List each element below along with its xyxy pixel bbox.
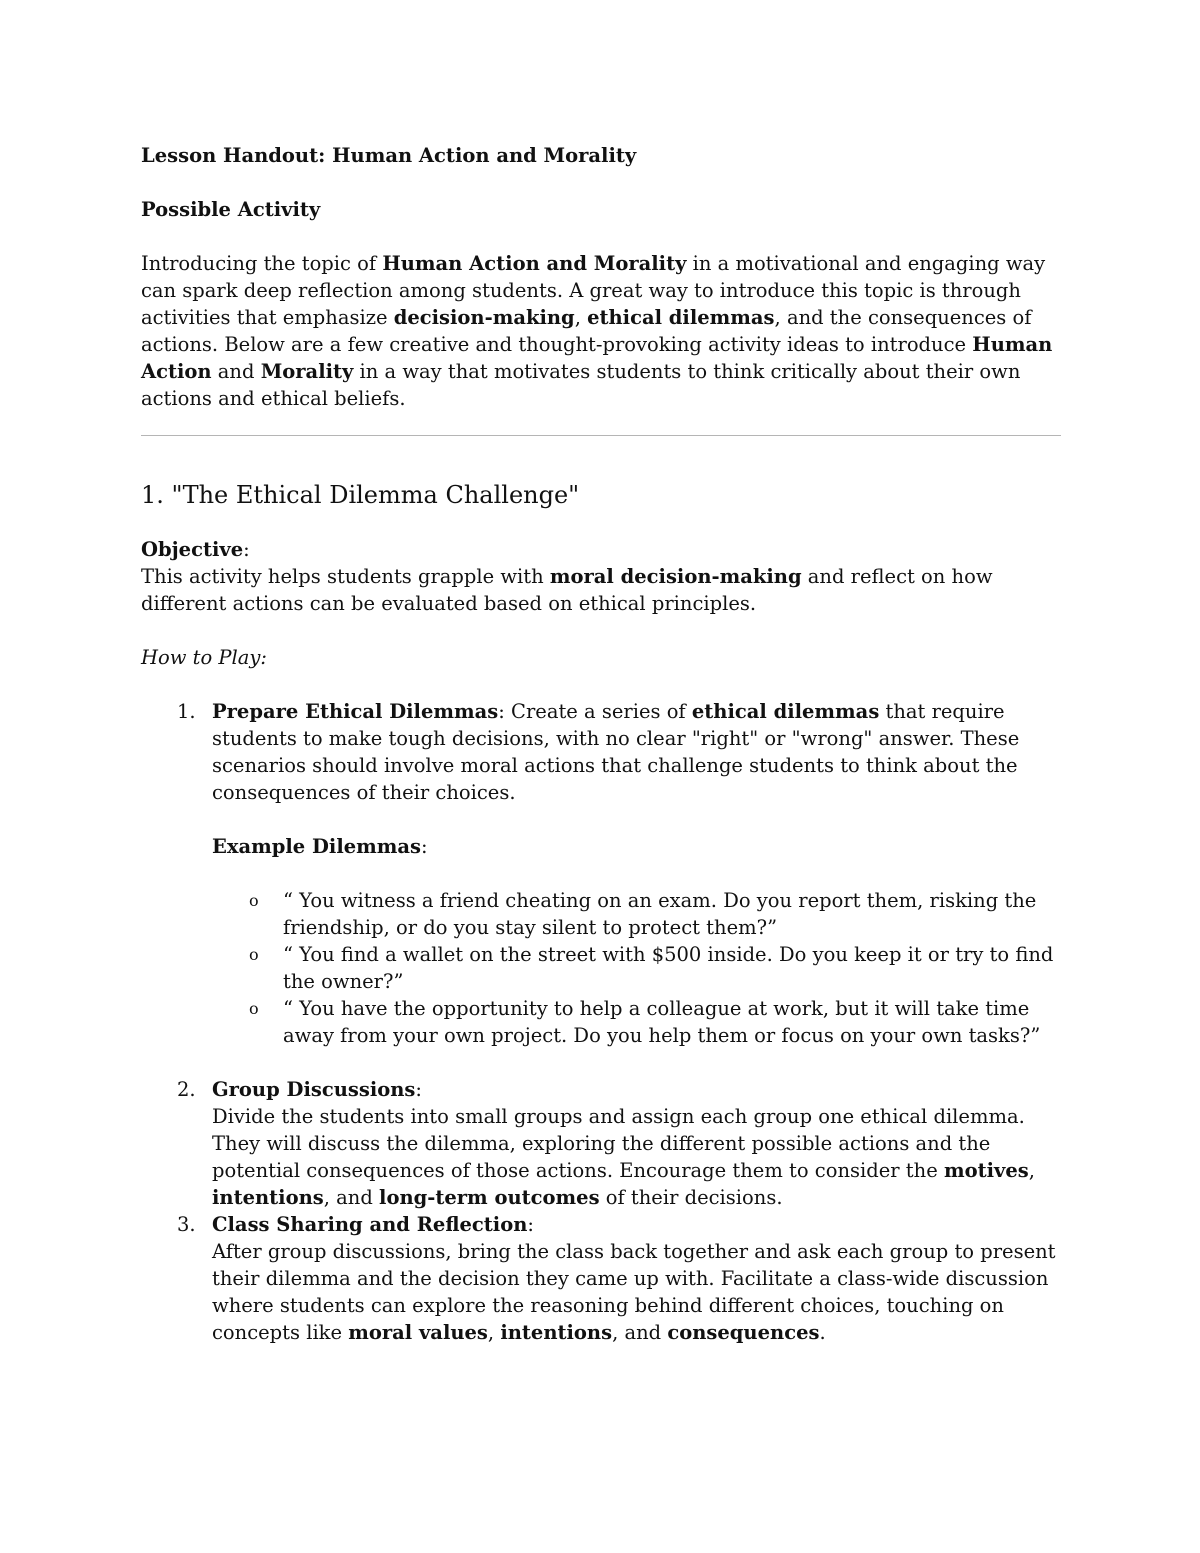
intro-text: Introducing the topic of xyxy=(141,252,383,275)
intro-bold-human-action: Human Action xyxy=(141,333,1053,383)
section-heading: 1. "The Ethical Dilemma Challenge" xyxy=(141,481,580,509)
step-heading xyxy=(212,1076,1061,1103)
step-bold-consequences: consequences xyxy=(667,1321,820,1344)
step-number: 1. xyxy=(177,700,196,723)
list-item xyxy=(212,887,1061,941)
step-bold-long-term-outcomes: long-term outcomes xyxy=(379,1186,600,1209)
example-dilemmas-label: Example Dilemmas xyxy=(212,835,422,858)
objective-heading xyxy=(141,536,1061,563)
intro-text: in a way that motivates students to think critically about their own actions and ethical beliefs. xyxy=(141,360,1021,410)
objective-text-part: This activity helps students grapple with xyxy=(141,565,550,588)
objective-block xyxy=(141,536,1061,617)
step-number: 3. xyxy=(177,1213,196,1236)
step-bold-intentions: intentions xyxy=(500,1321,613,1344)
intro-bold-decision-making: decision-making xyxy=(393,306,575,329)
objective-colon: : xyxy=(243,538,250,561)
step-text-part: , and xyxy=(323,1186,380,1209)
objective-bold-moral-decision-making: moral decision-making xyxy=(549,565,802,588)
step-label: Class Sharing and Reflection xyxy=(212,1213,528,1236)
step-text-part: After group discussions, bring the class back together and ask each group to present their dilemma and the decision they came up with. Facilitate a class-wide discussion where students can explore the reasoning behind different choices, touching on concepts like xyxy=(212,1240,1056,1344)
step-colon: : xyxy=(415,1078,422,1101)
document-title: Lesson Handout: Human Action and Morality xyxy=(141,144,637,167)
step-text-part: , and xyxy=(612,1321,668,1344)
step-bold-intentions: intentions xyxy=(212,1186,324,1209)
possible-activity-heading: Possible Activity xyxy=(141,198,321,221)
intro-text: , and the consequences of actions. Below are a few creative and thought-provoking activity ideas to introduce xyxy=(141,306,1032,356)
intro-bold-human-action-morality: Human Action and Morality xyxy=(382,252,687,275)
step-text-part: , xyxy=(487,1321,501,1344)
step-colon: : xyxy=(527,1213,534,1236)
list-item xyxy=(212,941,1061,995)
dilemma-text: “ You find a wallet on the street with $500 inside. Do you keep it or try to find the owner?” xyxy=(283,943,1054,993)
step-text-part: : Create a series of xyxy=(498,700,692,723)
step-number: 2. xyxy=(177,1078,196,1101)
dilemma-list xyxy=(212,887,1061,1049)
step-item xyxy=(141,1211,1061,1346)
dilemma-text: “ You witness a friend cheating on an exam. Do you report them, risking the friendship, or do you stay silent to protect them?” xyxy=(283,889,1037,939)
step-bold-motives: motives xyxy=(943,1159,1029,1182)
intro-text: , xyxy=(574,306,588,329)
step-text-part: Divide the students into small groups and assign each group one ethical dilemma. They will discuss the dilemma, exploring the different possible actions and the potential consequences of those actions. Encourage them to consider the xyxy=(212,1105,1025,1182)
step-label: Group Discussions xyxy=(212,1078,416,1101)
step-bold-ethical-dilemmas: ethical dilemmas xyxy=(691,700,880,723)
objective-text-part: and reflect on how different actions can be evaluated based on ethical principles. xyxy=(141,565,993,615)
objective-text xyxy=(141,563,1061,617)
step-text xyxy=(212,698,1061,806)
step-text-part: , xyxy=(1028,1159,1035,1182)
document-page xyxy=(141,142,1061,1346)
bullet-icon: o xyxy=(249,999,259,1018)
objective-label: Objective xyxy=(141,538,244,561)
horizontal-divider xyxy=(141,435,1061,436)
intro-text: in a motivational and engaging way can spark deep reflection among students. A great way to introduce this topic is through activities that emphasize xyxy=(141,252,1046,329)
step-text-part: that require students to make tough decisions, with no clear "right" or "wrong" answer. These scenarios should involve moral actions that challenge students to think about the consequences of their choices. xyxy=(212,700,1020,804)
step-label: Prepare Ethical Dilemmas xyxy=(212,700,499,723)
intro-bold-ethical-dilemmas: ethical dilemmas xyxy=(587,306,775,329)
intro-text: and xyxy=(211,360,261,383)
intro-bold-morality: Morality xyxy=(260,360,354,383)
step-bold-moral-values: moral values xyxy=(348,1321,488,1344)
bullet-icon: o xyxy=(249,891,259,910)
step-item xyxy=(141,1076,1061,1211)
step-item xyxy=(141,698,1061,1049)
list-item xyxy=(212,995,1061,1049)
how-to-play-heading: How to Play: xyxy=(141,646,267,669)
step-text-part: . xyxy=(819,1321,826,1344)
example-dilemmas-colon: : xyxy=(421,835,428,858)
dilemma-text: “ You have the opportunity to help a colleague at work, but it will take time away from your own project. Do you help them or focus on your own tasks?” xyxy=(283,997,1041,1047)
step-text xyxy=(212,1103,1061,1211)
step-heading xyxy=(212,1211,1061,1238)
intro-paragraph xyxy=(141,250,1061,412)
bullet-icon: o xyxy=(249,945,259,964)
example-dilemmas-heading xyxy=(212,833,1061,860)
steps-list xyxy=(141,698,1061,1346)
step-text xyxy=(212,1238,1061,1346)
step-text-part: of their decisions. xyxy=(599,1186,783,1209)
